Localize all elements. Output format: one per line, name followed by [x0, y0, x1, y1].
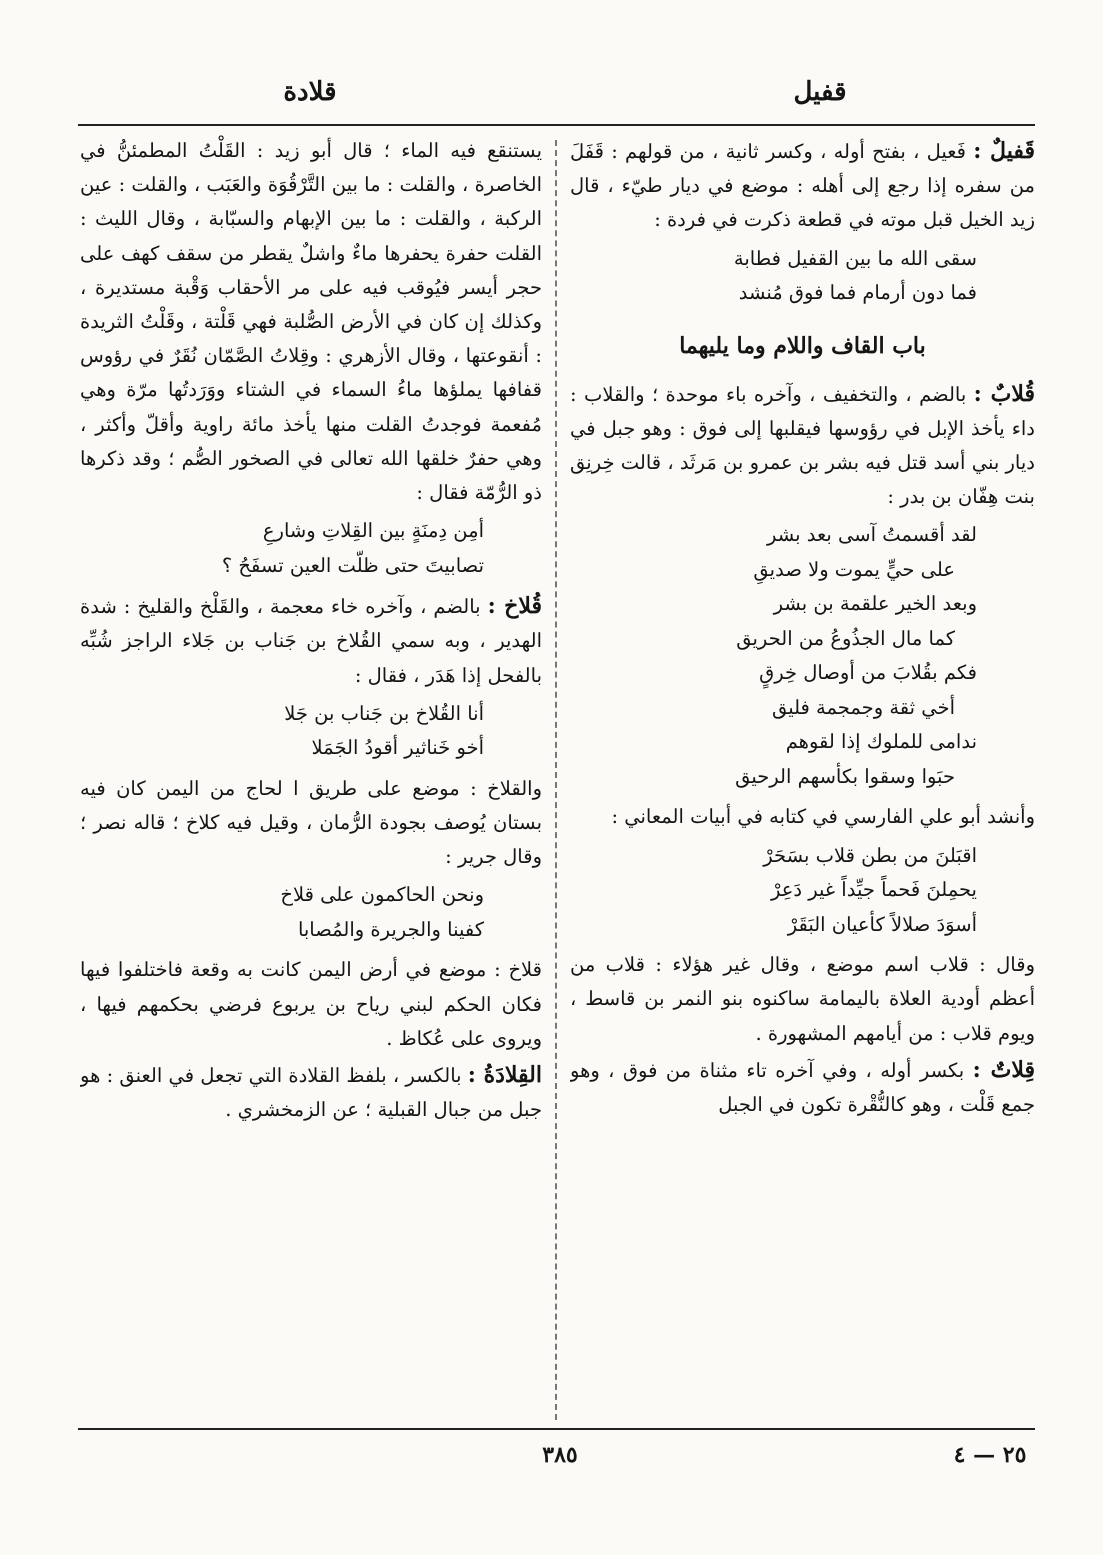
running-head-right: قفيل — [793, 77, 847, 107]
header-rule — [78, 124, 1035, 126]
left-column — [80, 134, 542, 1424]
verse-line: ونحن الحاكمون على قلاخ — [280, 883, 484, 907]
verse-line: لقد أقسمتُ آسى بعد بشر — [766, 523, 977, 547]
entry-farisi: وأنشد أبو علي الفارسي في كتابه في أبيات المعاني : — [611, 805, 1035, 829]
verse-line: تصابيتَ حتى ظلّت العين تسفَحُ ؟ — [221, 553, 484, 577]
entry-qilat — [570, 1053, 1035, 1122]
entry-text: بالكسر ، بلفظ القلادة التي تجعل في العنق : هو جبل من جبال القبلية ؛ عن الزمخشري . — [80, 1064, 542, 1122]
verse-line: ندامى للملوك إذا لقوهم — [785, 730, 977, 754]
verse-line: أخي ثقة وجمجمة فليق — [771, 695, 955, 719]
entry-text: بالضم ، والتخفيف ، وآخره باء موحدة ؛ والقلاب : داء يأخذ الإبل في رؤوسها فيقلبها إلى فوق : وهو جبل في ديار بني أسد قتل فيه بشر بن عمرو بن مَرثَد ، قالت خِرنِق بنت هِفّان بن بدر : — [570, 382, 1035, 509]
verse-line: كما مال الجذُوعُ من الحريق — [736, 626, 955, 650]
verse-farisi — [570, 839, 1035, 943]
entry-text: بالضم ، وآخره خاء معجمة ، والقَلْخ والقليخ : شدة الهدير ، وبه سمي القُلاخ بن جَناب بن جَلاء الراجز شُبِّه بالفحل إذا هَدَر ، فقال : — [80, 595, 542, 687]
verse-line: حبَوا وسقوا بكأسهم الرحيق — [735, 764, 955, 788]
verse-line: أمِن دِمنَةٍ بين القِلاتِ وشارعِ — [262, 519, 484, 543]
entry-qulakh — [80, 589, 542, 693]
column-divider — [555, 140, 557, 1420]
verse-line: على حيٍّ يموت ولا صديقِ — [753, 557, 955, 581]
entry-qulab — [570, 377, 1035, 515]
verse-line: أخو خَناثير أقودُ الجَمَلا — [311, 736, 484, 760]
signature-mark: ٢٥ — ٤ — [953, 1442, 1027, 1468]
headword: قُلاخ : — [487, 593, 542, 620]
entry-text: بكسر أوله ، وفي آخره تاء مثناة من فوق ، وهو جمع قَلْت ، وهو كالنُّقْرة تكون في الجبل — [570, 1058, 1035, 1116]
headword: قُلابٌ : — [973, 380, 1035, 407]
running-head-left: قلادة — [283, 77, 337, 107]
entry-qafil — [570, 134, 1035, 238]
verse-line: فكم بقُلابَ من أوصال خِرقٍ — [759, 661, 977, 685]
section-title: باب القاف واللام وما يليهما — [679, 332, 926, 359]
verse-line: أنا القُلاخ بن جَناب بن جَلا — [284, 701, 484, 725]
headword: قِلاتٌ : — [972, 1056, 1035, 1083]
headword: القِلادَةُ : — [467, 1062, 542, 1089]
entry-text: فَعيل ، بفتح أوله ، وكسر ثانية ، من قولهم : قَفَلَ من سفره إذا رجع إلى أهله : موضع في ديار طيّء ، قال زيد الخيل قبل موته في قطعة ذكرت في فردة : — [570, 140, 1035, 232]
verse-jarir — [80, 878, 542, 947]
verse-line: أسوَدَ صلالاً كأعيان البَقَرْ — [787, 912, 977, 936]
verse-line: يحمِلنَ فَحماً جيِّداً غير دَعِرْ — [770, 878, 977, 902]
right-column — [570, 134, 1035, 1424]
verse-qafil — [570, 242, 1035, 311]
entry-qalakh-2: قلاخ : موضع في أرض اليمن كانت به وقعة فاختلفوا فيها فكان الحكم لبني رياح بن يربوع فرضي بحكمهم فيها ، ويروى على عُكاظ . — [80, 958, 542, 1050]
entry-qallakh: والقلاخ : موضع على طريق ا لحاج من اليمن كان فيه بستان يُوصف بجودة الرُّمان ، وقيل فيه كلاخ ؛ قاله نصر ؛ وقال جرير : — [80, 776, 542, 869]
verse-line: وبعد الخير علقمة بن بشر — [773, 592, 977, 616]
verse-line: سقى الله ما بين القفيل فطابة — [733, 246, 977, 270]
verse-line: اقبَلنَ من بطن قلاب بسَحَرْ — [763, 843, 977, 867]
page-number: ٣٨٥ — [542, 1442, 578, 1468]
headword: قَفيلٌ : — [973, 138, 1035, 164]
verse-qulakh — [80, 697, 542, 766]
verse-line: كفينا والجريرة والمُصابا — [297, 917, 484, 941]
verse-khirniq — [570, 518, 1035, 794]
entry-qilat-continued: يستنقع فيه الماء ؛ قال أبو زيد : القَلْتُ المطمئنُّ في الخاصرة ، والقلت : ما بين التَّرْقُوَة والعَبَب ، والقلت : عين الركبة ، والقلت : ما بين الإبهام والسبّابة ، وقال الليث : القلت حفرة يحفرها ماءٌ واشلٌ يقطر من سقف كهف على حجر أيسر فيُوقب فيه على مر الأحقاب وَقْبة مستديرة ، وكذلك إن كان في الأرض الصُّلبة فهي قَلْتة ، وقَلْتُ الثريدة : أنقوعتها ، وقال الأزهري : وقِلاتُ الصَّمّان نُقَرٌ في رؤوس قفافها يملؤها ماءُ السماء في الشتاء ووَرَدتُها مرّة وهي مُفعمة فوجدتُ القلت منها يأخذ مائة راوية وأقلّ وأكثر ، وهي حفرٌ خلقها الله تعالى في الصخور الصُّم ؛ وقد ذكرها ذو الرُّمّة فقال : — [80, 139, 542, 505]
entry-qulab-2: وقال : قلاب اسم موضع ، وقال غير هؤلاء : قلاب من أعظم أودية العلاة باليمامة ساكنوه بنو النمر بن قاسط ، ويوم قلاب : من أيامهم المشهورة . — [570, 953, 1035, 1045]
verse-line: فما دون أرمام فما فوق مُنشد — [738, 281, 977, 305]
entry-qilada — [80, 1058, 542, 1127]
footer-rule — [78, 1428, 1035, 1430]
verse-dhurumma — [80, 514, 542, 583]
